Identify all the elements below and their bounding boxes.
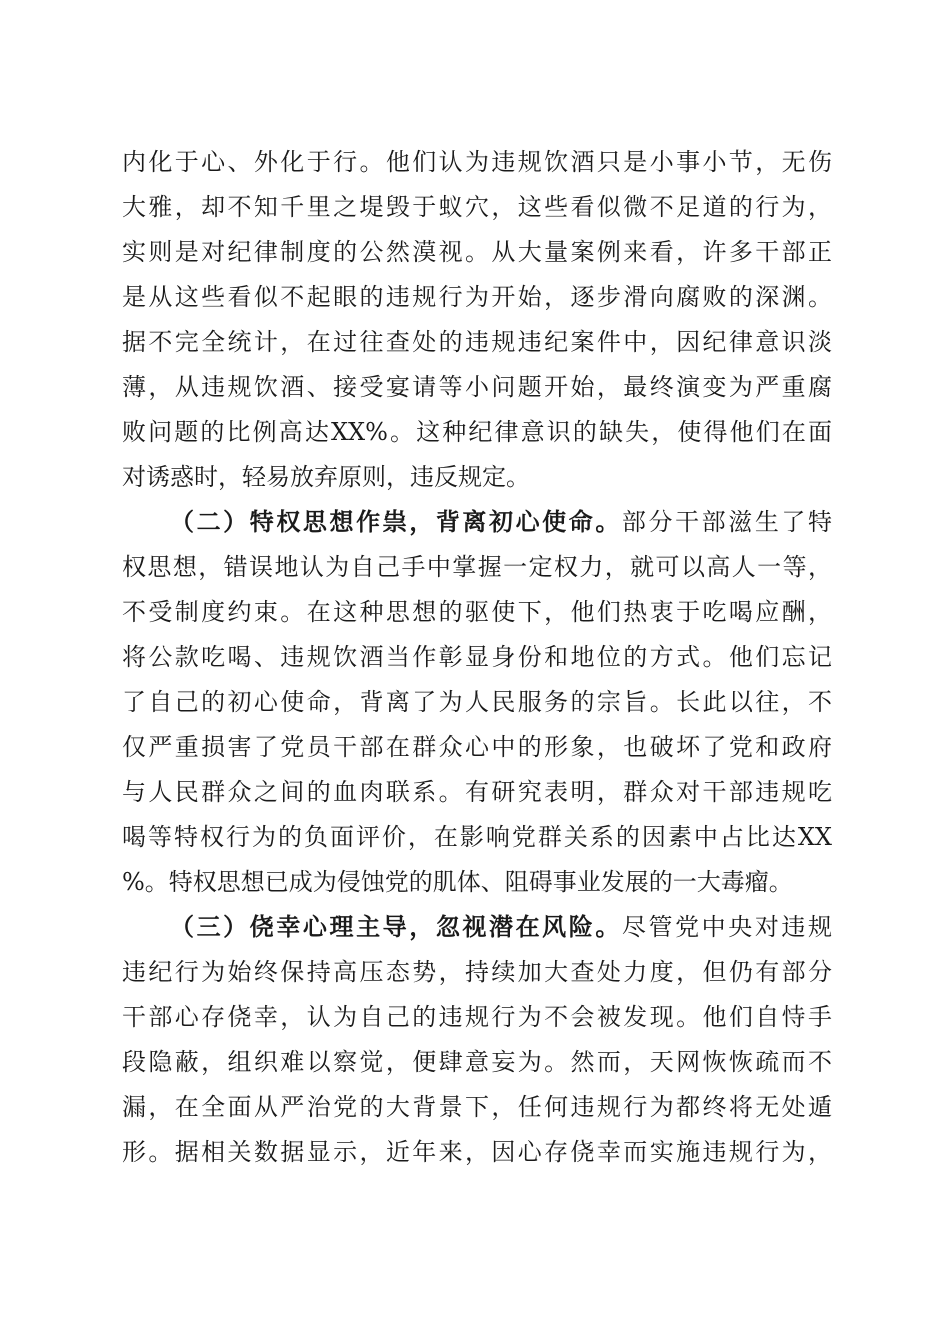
section-3-line-2: 干部心存侥幸，认为自己的违规行为不会被发现。他们自恃手 [122, 1003, 832, 1031]
body-line-6: 薄，从违规饮酒、接受宴请等小问题开始，最终演变为严重腐 [122, 373, 832, 401]
section-2-line-6: 与人民群众之间的血肉联系。有研究表明，群众对干部违规吃 [122, 778, 832, 806]
section-3-line-5: 形。据相关数据显示，近年来，因心存侥幸而实施违规行为， [122, 1138, 832, 1166]
section-2-line-1: 权思想，错误地认为自己手中掌握一定权力，就可以高人一等， [122, 553, 832, 581]
body-line-5: 据不完全统计，在过往查处的违规违纪案件中，因纪律意识淡 [122, 328, 832, 356]
body-line-8: 对诱惑时，轻易放弃原则，违反规定。 [122, 463, 530, 491]
body-line-1: 内化于心、外化于行。他们认为违规饮酒只是小事小节，无伤 [122, 148, 832, 176]
section-2-line-3: 将公款吃喝、违规饮酒当作彰显身份和地位的方式。他们忘记 [122, 643, 832, 671]
section-2-heading: （二）特权思想作祟，背离初心使命。 [170, 507, 622, 536]
section-3-first-rest: 尽管党中央对违规 [621, 913, 833, 941]
body-line-2: 大雅，却不知千里之堤毁于蚁穴，这些看似微不足道的行为， [122, 193, 832, 221]
body-line-7: 败问题的比例高达XX%。这种纪律意识的缺失，使得他们在面 [122, 418, 832, 446]
section-3-heading: （三）侥幸心理主导，忽视潜在风险。 [170, 912, 622, 941]
section-2-line-5: 仅严重损害了党员干部在群众心中的形象，也破坏了党和政府 [122, 733, 832, 761]
body-line-4: 是从这些看似不起眼的违规行为开始，逐步滑向腐败的深渊。 [122, 283, 832, 311]
section-2-line-8: %。特权思想已成为侵蚀党的肌体、阻碍事业发展的一大毒瘤。 [122, 868, 793, 896]
section-2-first-line [170, 502, 832, 542]
section-3-first-line [170, 907, 832, 947]
section-2-line-7: 喝等特权行为的负面评价，在影响党群关系的因素中占比达XX [122, 823, 832, 851]
section-3-line-1: 违纪行为始终保持高压态势，持续加大查处力度，但仍有部分 [122, 958, 832, 986]
section-2-first-rest: 部分干部滋生了特 [621, 508, 833, 536]
section-3-line-4: 漏，在全面从严治党的大背景下，任何违规行为都终将无处遁 [122, 1093, 832, 1121]
section-2-line-4: 了自己的初心使命，背离了为人民服务的宗旨。长此以往，不 [122, 688, 832, 716]
section-3-line-3: 段隐蔽，组织难以察觉，便肆意妄为。然而，天网恢恢疏而不 [122, 1048, 832, 1076]
body-line-3: 实则是对纪律制度的公然漠视。从大量案例来看，许多干部正 [122, 238, 832, 266]
section-2-line-2: 不受制度约束。在这种思想的驱使下，他们热衷于吃喝应酬， [122, 598, 832, 626]
